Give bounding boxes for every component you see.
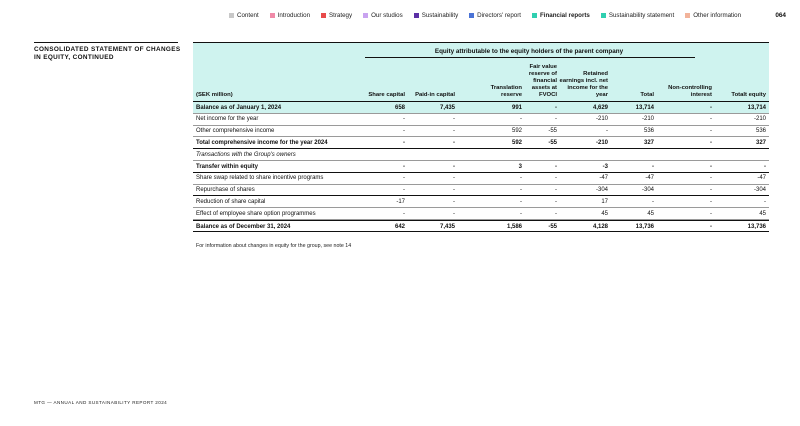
table-cell: - xyxy=(520,187,522,194)
table-cell: - xyxy=(710,116,712,123)
table-cell: 45 xyxy=(647,210,654,217)
table-cell: - xyxy=(555,163,557,170)
table-cell: -210 xyxy=(641,116,654,123)
page-title: CONSOLIDATED STATEMENT OF CHANGES IN EQUITY, CONTINUED xyxy=(34,46,181,61)
table-cell: 17 xyxy=(601,198,608,205)
table-cell: 4,629 xyxy=(592,104,608,111)
table-cell: -17 xyxy=(396,198,405,205)
table-row xyxy=(193,196,769,208)
table-row xyxy=(193,126,769,138)
table-cell: - xyxy=(403,187,405,194)
table-cell: - xyxy=(453,210,455,217)
table-cell: -55 xyxy=(548,223,557,230)
table-cell: -210 xyxy=(595,139,608,146)
table-cell: - xyxy=(453,139,455,146)
table-cell: - xyxy=(710,163,712,170)
table-cell: 327 xyxy=(755,139,766,146)
table-row xyxy=(193,149,769,161)
column-header: Translation reserve xyxy=(490,85,522,98)
table-cell: 642 xyxy=(394,223,405,230)
table-row xyxy=(193,173,769,185)
table-cell: 13,714 xyxy=(747,104,766,111)
table-cell: 7,435 xyxy=(439,223,455,230)
group-header: Equity attributable to the equity holders of the parent company xyxy=(434,48,624,55)
column-header: Retained earnings incl. net income for the year xyxy=(559,71,608,98)
section-nav xyxy=(229,10,786,20)
table-cell: -47 xyxy=(757,175,766,182)
row-label: Total comprehensive income for the year 2024 xyxy=(196,139,328,146)
title-rule xyxy=(34,42,178,43)
column-header: (SEK million) xyxy=(196,92,233,98)
table-cell: 7,435 xyxy=(439,104,455,111)
column-header: Totalt equity xyxy=(731,92,766,98)
nav-color-swatch-icon xyxy=(363,13,368,18)
page-number: 064 xyxy=(775,11,786,19)
nav-color-swatch-icon xyxy=(601,13,606,18)
table-row xyxy=(193,137,769,149)
table-cell: 3 xyxy=(518,163,522,170)
table-row xyxy=(193,185,769,197)
table-row xyxy=(193,208,769,220)
table-cell: - xyxy=(710,128,712,135)
nav-item-content[interactable] xyxy=(229,12,259,19)
table-cell: -55 xyxy=(548,139,557,146)
table-cell: - xyxy=(606,128,608,135)
nav-color-swatch-icon xyxy=(532,13,537,18)
table-row xyxy=(193,161,769,173)
table-cell: 536 xyxy=(755,128,766,135)
nav-item-other-information[interactable] xyxy=(685,12,741,19)
nav-color-swatch-icon xyxy=(270,13,275,18)
row-label: Reduction of share capital xyxy=(196,198,266,205)
column-header: Fair value reserve of financial assets at FVOCI xyxy=(528,64,557,98)
nav-item-label: Directors' report xyxy=(477,11,521,19)
table-cell: - xyxy=(555,116,557,123)
table-cell: - xyxy=(403,116,405,123)
table-body xyxy=(193,102,769,232)
nav-item-introduction[interactable] xyxy=(270,12,310,19)
table-cell: - xyxy=(555,210,557,217)
nav-item-strategy[interactable] xyxy=(321,12,352,19)
table-cell: - xyxy=(555,104,557,111)
nav-color-swatch-icon xyxy=(469,13,474,18)
table-cell: - xyxy=(453,198,455,205)
table-cell: -55 xyxy=(548,128,557,135)
row-label: Balance as of December 31, 2024 xyxy=(196,223,291,230)
row-label: Share swap related to share incentive programs xyxy=(196,175,324,182)
nav-item-label: Our studios xyxy=(371,11,403,19)
table-cell: - xyxy=(453,128,455,135)
table-cell: 45 xyxy=(601,210,608,217)
nav-item-label: Introduction xyxy=(277,11,311,19)
table-cell: 991 xyxy=(511,104,522,111)
table-row xyxy=(193,114,769,126)
nav-item-label: Strategy xyxy=(329,11,353,19)
footnote: For information about changes in equity for the group, see note 14 xyxy=(196,243,352,249)
table-cell: 13,736 xyxy=(635,223,654,230)
table-cell: - xyxy=(520,198,522,205)
table-cell: -304 xyxy=(595,187,608,194)
table-cell: -304 xyxy=(753,187,766,194)
table-cell: - xyxy=(403,175,405,182)
table-cell: - xyxy=(710,210,712,217)
table-cell: - xyxy=(710,198,712,205)
nav-item-directors-report[interactable] xyxy=(469,12,521,19)
table-header xyxy=(193,42,769,102)
table-cell: - xyxy=(520,116,522,123)
table-cell: -47 xyxy=(645,175,654,182)
table-cell: - xyxy=(403,128,405,135)
nav-item-label: Sustainability statement xyxy=(608,11,675,19)
nav-item-label: Sustainability xyxy=(421,11,459,19)
table-cell: - xyxy=(520,210,522,217)
table-cell: 13,714 xyxy=(635,104,654,111)
table-cell: - xyxy=(652,163,654,170)
table-cell: - xyxy=(710,223,712,230)
row-label: Other comprehensive income xyxy=(196,128,275,135)
table-cell: 4,128 xyxy=(592,223,608,230)
group-header-rule xyxy=(365,57,695,58)
table-cell: 592 xyxy=(511,128,522,135)
nav-color-swatch-icon xyxy=(321,13,326,18)
table-cell: - xyxy=(652,198,654,205)
row-label: Transactions with the Group's owners xyxy=(196,151,296,158)
table-cell: -3 xyxy=(602,163,608,170)
table-cell: - xyxy=(764,198,766,205)
table-cell: 536 xyxy=(643,128,654,135)
nav-item-sustainability-statement[interactable] xyxy=(601,12,674,19)
nav-color-swatch-icon xyxy=(414,13,419,18)
table-cell: - xyxy=(710,187,712,194)
row-label: Repurchase of shares xyxy=(196,187,255,194)
table-cell: - xyxy=(764,163,766,170)
column-header: Paid-in capital xyxy=(415,92,455,98)
nav-item-our-studios[interactable] xyxy=(363,12,403,19)
table-cell: - xyxy=(403,210,405,217)
table-cell: - xyxy=(710,104,712,111)
table-cell: -304 xyxy=(641,187,654,194)
nav-item-financial-reports[interactable] xyxy=(532,12,590,19)
equity-table xyxy=(193,42,769,232)
table-cell: - xyxy=(453,163,455,170)
table-cell: - xyxy=(710,139,712,146)
table-cell: 13,736 xyxy=(747,223,766,230)
nav-color-swatch-icon xyxy=(685,13,690,18)
table-cell: -47 xyxy=(599,175,608,182)
nav-item-label: Financial reports xyxy=(540,11,590,19)
table-cell: - xyxy=(453,187,455,194)
table-cell: 327 xyxy=(643,139,654,146)
table-cell: - xyxy=(520,175,522,182)
column-header: Non-controlling interest xyxy=(668,85,712,98)
table-cell: - xyxy=(710,175,712,182)
table-row xyxy=(193,102,769,114)
row-label: Balance as of January 1, 2024 xyxy=(196,104,282,111)
table-row xyxy=(193,220,769,233)
table-cell: - xyxy=(403,139,405,146)
row-label: Transfer within equity xyxy=(196,163,259,170)
column-header: Share capital xyxy=(368,92,405,98)
table-cell: 658 xyxy=(394,104,405,111)
footer-text: MTG — ANNUAL AND SUSTAINABILITY REPORT 2024 xyxy=(34,400,168,405)
nav-item-label: Content xyxy=(237,11,259,19)
nav-color-swatch-icon xyxy=(229,13,234,18)
row-label: Effect of employee share option programmes xyxy=(196,210,316,217)
table-cell: - xyxy=(555,175,557,182)
table-cell: 592 xyxy=(511,139,522,146)
nav-item-label: Other information xyxy=(693,11,742,19)
column-header: Total xyxy=(640,92,654,98)
row-label: Net income for the year xyxy=(196,116,259,123)
table-cell: -210 xyxy=(753,116,766,123)
table-cell: - xyxy=(403,163,405,170)
table-cell: 1,586 xyxy=(506,223,522,230)
table-cell: -210 xyxy=(595,116,608,123)
table-cell: - xyxy=(453,116,455,123)
table-cell: - xyxy=(555,187,557,194)
table-cell: - xyxy=(555,198,557,205)
nav-item-sustainability[interactable] xyxy=(414,12,458,19)
table-cell: - xyxy=(453,175,455,182)
table-cell: 45 xyxy=(759,210,766,217)
